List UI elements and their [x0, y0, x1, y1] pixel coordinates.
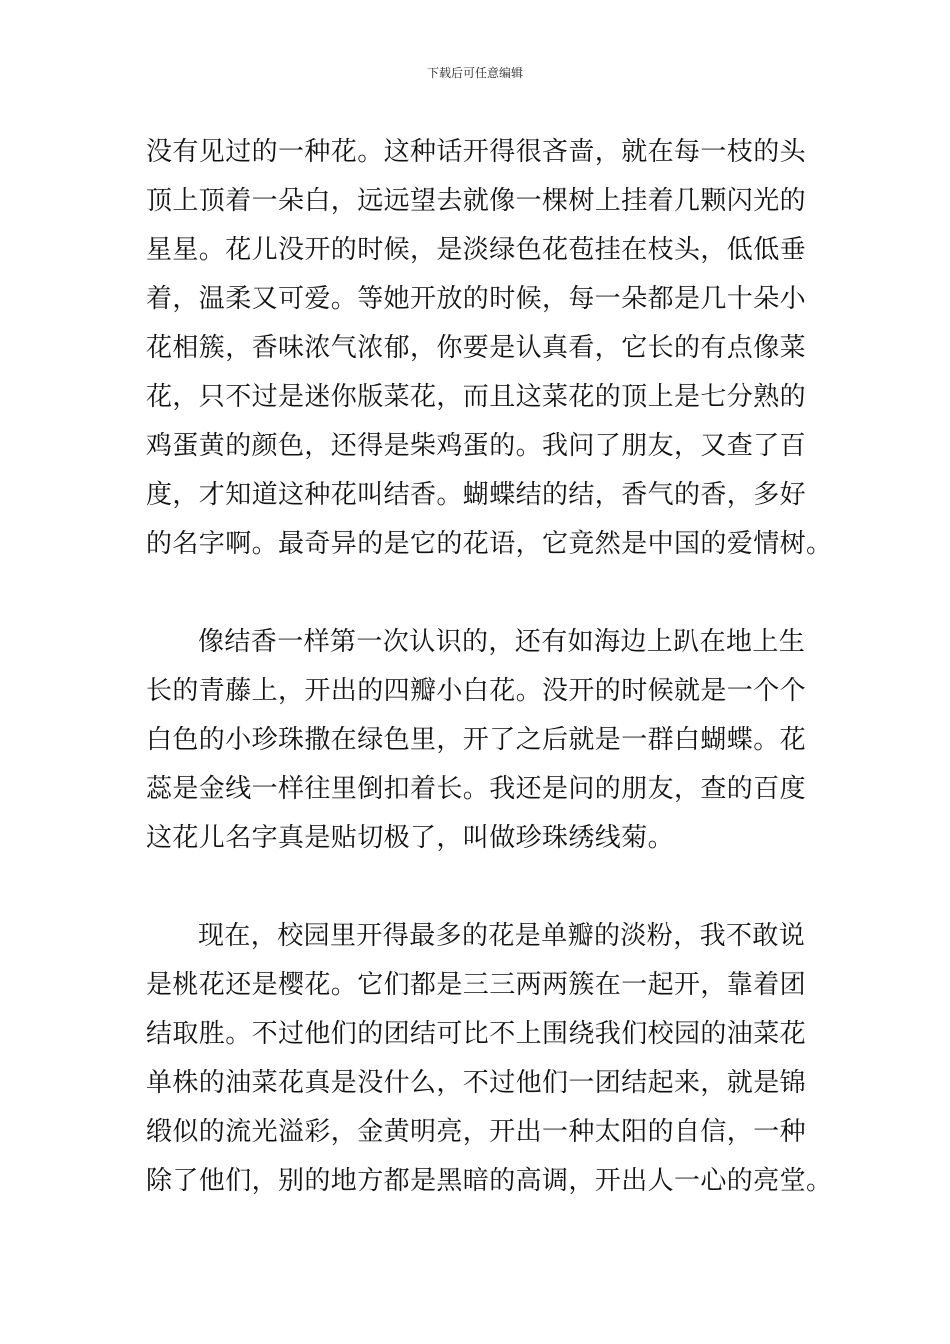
text-line: 缎似的流光溢彩，金黄明亮，开出一种太阳的自信，一种 [146, 1117, 807, 1147]
text-line: 是桃花还是樱花。它们都是三三两两簇在一起开，靠着团 [146, 970, 807, 1000]
text-line: 着，温柔又可爱。等她开放的时候，每一朵都是几十朵小 [146, 284, 807, 314]
text-line: 蕊是金线一样往里倒扣着长。我还是问的朋友，查的百度 [146, 774, 807, 804]
text-line: 鸡蛋黄的颜色，还得是柴鸡蛋的。我问了朋友，又查了百 [146, 431, 807, 461]
text-line-first-indented: 像结香一样第一次认识的，还有如海边上趴在地上生 [198, 627, 806, 657]
paragraph-3 [146, 912, 833, 1206]
page-header: 下载后可任意编辑 [426, 66, 523, 80]
text-line: 除了他们，别的地方都是黑暗的高调，开出人一心的亮堂。 [146, 1166, 833, 1196]
text-line: 没有见过的一种花。这种话开得很吝啬，就在每一枝的头 [146, 137, 807, 167]
text-line: 结取胜。不过他们的团结可比不上围绕我们校园的油菜花 [146, 1019, 807, 1049]
text-line: 花，只不过是迷你版菜花，而且这菜花的顶上是七分熟的 [146, 382, 807, 412]
body-text [146, 128, 833, 1255]
text-line: 的名字啊。最奇异的是它的花语，它竟然是中国的爱情树。 [146, 529, 833, 559]
text-line: 单株的油菜花真是没什么，不过他们一团结起来，就是锦 [146, 1068, 807, 1098]
text-line: 这花儿名字真是贴切极了，叫做珍珠绣线菊。 [146, 823, 675, 853]
text-line-first-indented: 现在，校园里开得最多的花是单瓣的淡粉，我不敢说 [198, 921, 806, 951]
paragraph-2 [146, 618, 806, 863]
text-line: 白色的小珍珠撒在绿色里，开了之后就是一群白蝴蝶。花 [146, 725, 807, 755]
text-line: 花相簇，香味浓气浓郁，你要是认真看，它长的有点像菜 [146, 333, 807, 363]
paragraph-1 [146, 128, 833, 569]
text-line: 长的青藤上，开出的四瓣小白花。没开的时候就是一个个 [146, 676, 807, 706]
text-line: 星星。花儿没开的时候，是淡绿色花苞挂在枝头，低低垂 [146, 235, 807, 265]
text-line: 顶上顶着一朵白，远远望去就像一棵树上挂着几颗闪光的 [146, 186, 807, 216]
text-line: 度，才知道这种花叫结香。蝴蝶结的结，香气的香，多好 [146, 480, 807, 510]
